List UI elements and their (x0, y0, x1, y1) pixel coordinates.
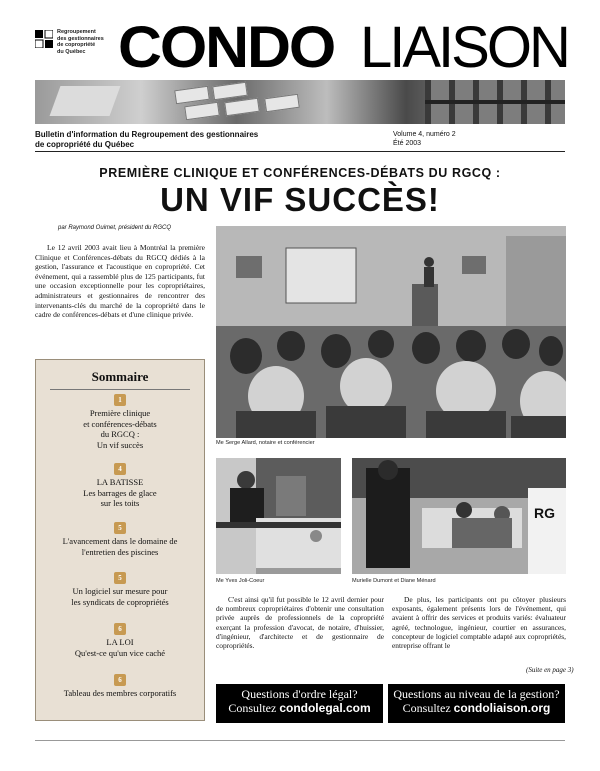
issue-volume: Volume 4, numéro 2 (393, 131, 456, 138)
org-line: du Québec (57, 48, 86, 55)
toc-entry-line: Première clinique (89, 408, 151, 418)
org-line: Regroupement (57, 29, 96, 35)
ad-headline: Questions au niveau de la gestion? (393, 687, 560, 701)
bulletin-line: de copropriété du Québec (35, 140, 135, 149)
masthead-title-condo: CONDO (118, 15, 335, 80)
rgcq-logo (35, 30, 53, 48)
masthead-divider (35, 151, 565, 152)
masthead-banner-image (35, 80, 565, 124)
article-headline: UN VIF SUCCÈS! (160, 181, 440, 218)
condolegal-link[interactable]: condolegal.com (279, 701, 371, 715)
toc-entry-line: LA LOI (106, 637, 134, 647)
toc-entry-line: et conférences-débats (83, 418, 157, 429)
condolegal-ad[interactable] (216, 684, 383, 723)
toc-entry-line: Les barrages de glace (83, 487, 157, 498)
article-body-column-1: C'est ainsi qu'il fut possible le 12 avril dernier pour de nombreux copropriétaires d'obtenir une consultation privée auprès de professionnels de la copropriété exerçant la profession d'avocat, de notaire, d'huissier, d'ingénieur, d'architecte et de gestionnaire de copropriétés. (216, 595, 384, 651)
toc-entry[interactable] (36, 522, 204, 557)
bulletin-description (35, 130, 335, 150)
toc-page-number: 1 (114, 394, 126, 406)
issue-info (393, 130, 456, 148)
toc-page-number: 5 (114, 572, 126, 584)
masthead-title-liaison: LIAISON (360, 15, 568, 80)
organization-name (57, 29, 117, 55)
issue-season: Été 2003 (393, 140, 422, 147)
article-kicker: PREMIÈRE CLINIQUE ET CONFÉRENCES-DÉBATS DU RGCQ : (99, 166, 501, 180)
main-photo-caption: Me Serge Allard, notaire et conférencier (216, 440, 315, 446)
condoliaison-link[interactable]: condoliaison.org (453, 701, 551, 715)
continued-on-page: (Suite en page 3) (526, 666, 574, 674)
bulletin-line: Bulletin d'information du Regroupement des gestionnaires (35, 130, 259, 139)
toc-entry-line: Tableau des membres corporatifs (63, 688, 177, 698)
toc-divider (50, 389, 190, 390)
ad-cta (388, 701, 565, 715)
article-intro: Le 12 avril 2003 avait lieu à Montréal la première Clinique et Conférences-débats du RGCQ dédiés à la gestion, l'assurance et l'acoustique en copropriété. Cet événement, qui a rassemblé plus de 125 participants, fut une occasion exceptionnelle pour les copropriétaires, administrateurs et gestionnaires de rencontrer des intervenants-clés du marché de la copropriété dans le cadre de conférences-débats et d'une clinique privée. (35, 243, 205, 320)
toc-entry[interactable] (36, 572, 204, 607)
toc-entry[interactable] (36, 623, 204, 658)
speaker-table-photo (216, 458, 341, 574)
toc-page-number: 5 (114, 522, 126, 534)
toc-page-number: 4 (114, 463, 126, 475)
left-photo-caption: Me Yves Joli-Coeur (216, 578, 265, 584)
ad-cta (216, 701, 383, 715)
toc-page-number: 6 (114, 674, 126, 686)
ad-cta-prefix: Consultez (402, 701, 454, 715)
right-photo-caption: Murielle Dumont et Diane Ménard (352, 578, 436, 584)
article-byline: par Raymond Ouimet, président du RGCQ (58, 225, 172, 231)
ad-cta-prefix: Consultez (228, 701, 280, 715)
org-line: de copropriété (57, 42, 96, 48)
footer-divider (35, 740, 565, 741)
table-of-contents (35, 359, 205, 721)
toc-entry-line: L'avancement dans le domaine de (62, 536, 178, 546)
toc-entry[interactable] (36, 463, 204, 509)
conference-room-photo (216, 226, 566, 438)
toc-entry-line: l'entretien des piscines (81, 546, 159, 557)
exhibitors-photo (352, 458, 566, 574)
toc-entry[interactable] (36, 394, 204, 450)
article-body-column-2: De plus, les participants ont pu côtoyer plusieurs exposants, également présents lors de l'événement, qui avaient à offrir des services et produits variés: évaluateur agréé, technologue, ingénieur, courtier en assurances, concepteur de logiciel comptable adapté aux copropriétés, entreprise offrant le (392, 595, 566, 651)
toc-entry-line: Un logiciel sur mesure pour (72, 586, 168, 596)
condoliaison-ad[interactable] (388, 684, 565, 723)
toc-title: Sommaire (91, 369, 149, 384)
toc-entry-line: du RGCQ : (100, 429, 140, 439)
org-line: des gestionnaires (57, 35, 104, 42)
toc-entry-line: sur les toits (100, 498, 140, 508)
svg-text:RG: RG (534, 505, 555, 521)
toc-entry-line: les syndicats de copropriétés (71, 596, 169, 607)
toc-entry[interactable] (36, 674, 204, 699)
ad-headline: Questions d'ordre légal? (241, 687, 358, 701)
toc-entry-line: Un vif succès (96, 439, 144, 450)
toc-entry-line: Qu'est-ce qu'un vice caché (74, 647, 166, 658)
toc-entry-line: LA BATISSE (96, 477, 144, 487)
toc-page-number: 6 (114, 623, 126, 635)
